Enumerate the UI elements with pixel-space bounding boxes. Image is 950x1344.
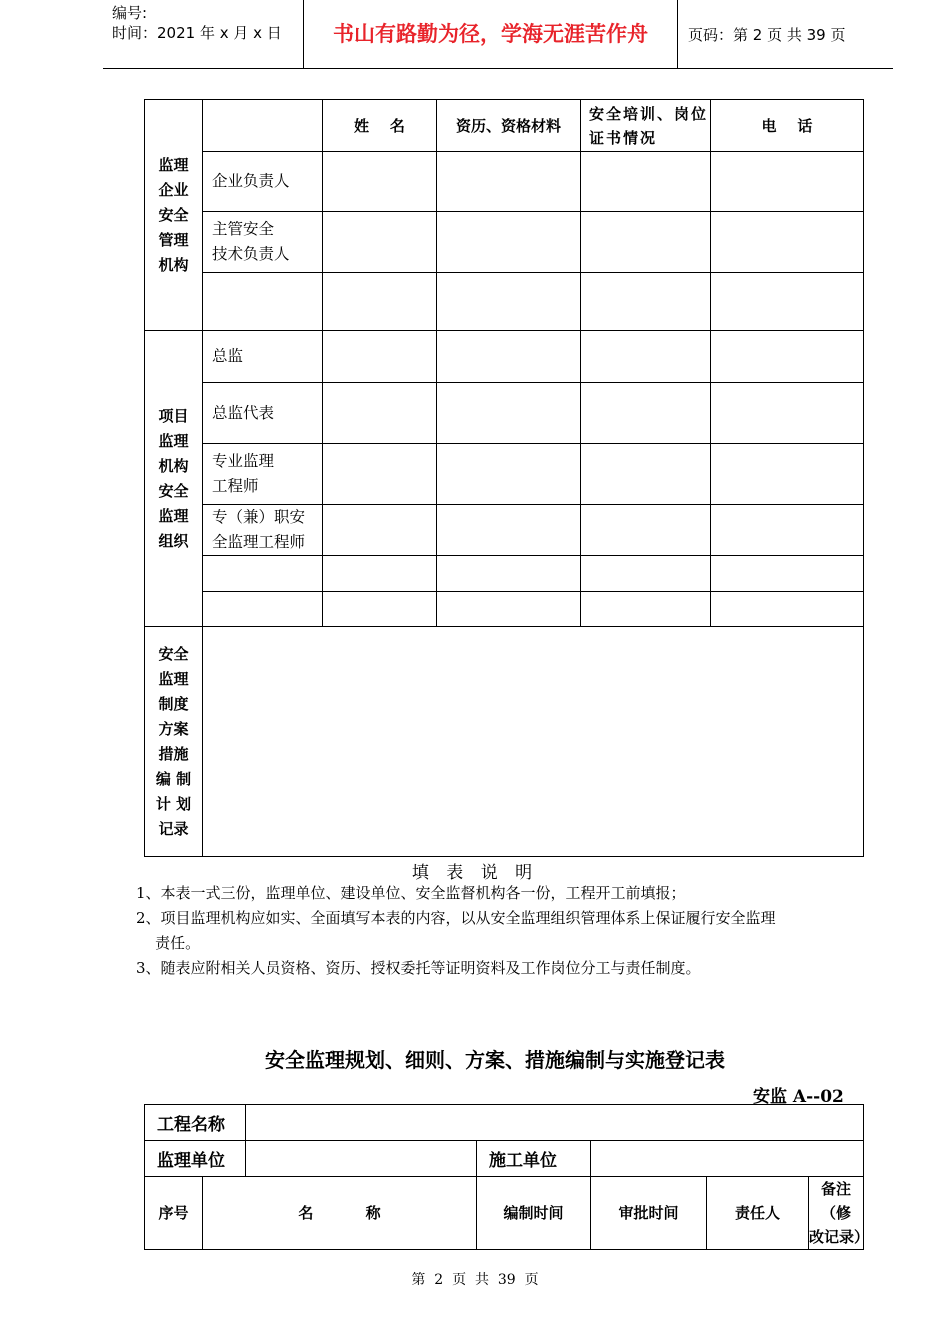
input-cell[interactable]: [581, 444, 711, 505]
input-cell[interactable]: [437, 505, 581, 556]
input-cell[interactable]: [711, 331, 864, 383]
header-name: 姓 名: [323, 100, 437, 152]
instruction-item: 3、随表应附相关人员资格、资历、授权委托等证明资料及工作岗位分工与责任制度。: [136, 959, 701, 977]
header-page-info: 页码：第 2 页 共 39 页: [688, 26, 846, 44]
input-cell[interactable]: [711, 212, 864, 273]
page-footer: 第 2 页 共 39 页: [411, 1272, 539, 1288]
group-title-project: 项目 监理 机构 安全 监理 组织: [145, 331, 203, 627]
row-label: 专（兼）职安 全监理工程师: [203, 505, 323, 556]
input-cell[interactable]: [323, 556, 437, 592]
header-divider: [677, 0, 678, 68]
input-cell[interactable]: [711, 152, 864, 212]
instructions-title: 填 表 说 明: [411, 863, 539, 883]
contractor-field[interactable]: [591, 1141, 864, 1177]
instruction-item: 责任。: [136, 934, 201, 952]
register-table: [144, 1104, 870, 1250]
input-cell[interactable]: [581, 592, 711, 627]
input-cell[interactable]: [581, 556, 711, 592]
input-cell[interactable]: [581, 505, 711, 556]
row-label: 总监: [203, 331, 323, 383]
input-cell[interactable]: [437, 556, 581, 592]
row-label: 专业监理 工程师: [203, 444, 323, 505]
input-cell[interactable]: [437, 273, 581, 331]
input-cell[interactable]: [323, 592, 437, 627]
header-training: 安全培训、岗位证书情况: [581, 100, 711, 152]
project-name-field[interactable]: [246, 1105, 864, 1141]
supervisor-field[interactable]: [246, 1141, 477, 1177]
input-cell[interactable]: [437, 444, 581, 505]
input-cell[interactable]: [581, 331, 711, 383]
input-cell[interactable]: [437, 383, 581, 444]
instruction-item: 1、本表一式三份，监理单位、建设单位、安全监督机构各一份，工程开工前填报；: [136, 884, 686, 902]
row-label-blank[interactable]: [203, 556, 323, 592]
header-cell-blank: [203, 100, 323, 152]
plan-record-field[interactable]: [203, 627, 864, 857]
input-cell[interactable]: [323, 383, 437, 444]
input-cell[interactable]: [711, 273, 864, 331]
input-cell[interactable]: [711, 383, 864, 444]
input-cell[interactable]: [323, 273, 437, 331]
input-cell[interactable]: [711, 556, 864, 592]
input-cell[interactable]: [323, 212, 437, 273]
register-title: 安全监理规划、细则、方案、措施编制与实施登记表: [265, 1048, 725, 1072]
instruction-item: 2、项目监理机构应如实、全面填写本表的内容，以从安全监理组织管理体系上保证履行安全监理: [136, 909, 776, 927]
supervisor-label: 监理单位: [145, 1141, 246, 1177]
input-cell[interactable]: [581, 273, 711, 331]
input-cell[interactable]: [711, 444, 864, 505]
col-remarks: 备注（修 改记录）: [809, 1177, 864, 1250]
project-name-label: 工程名称: [145, 1105, 246, 1141]
time-label: 时间：2021 年 x 月 x 日: [112, 24, 282, 42]
input-cell[interactable]: [437, 152, 581, 212]
input-cell[interactable]: [581, 383, 711, 444]
input-cell[interactable]: [323, 505, 437, 556]
number-label: 编号:: [112, 4, 148, 22]
group-title-plan: 安全 监理 制度 方案 措施 编 制 计 划 记录: [145, 627, 203, 857]
row-label: 企业负责人: [203, 152, 323, 212]
input-cell[interactable]: [711, 592, 864, 627]
col-approved-time: 审批时间: [591, 1177, 707, 1250]
row-label-blank[interactable]: [203, 273, 323, 331]
org-table: [144, 99, 864, 857]
input-cell[interactable]: [437, 592, 581, 627]
row-label: 主管安全 技术负责人: [203, 212, 323, 273]
input-cell[interactable]: [711, 505, 864, 556]
col-responsible: 责任人: [707, 1177, 809, 1250]
input-cell[interactable]: [323, 152, 437, 212]
group-title-company: 监理 企业 安全 管理 机构: [145, 100, 203, 331]
col-name: 名 称: [203, 1177, 477, 1250]
header-qualification: 资历、资格材料: [437, 100, 581, 152]
header-phone: 电 话: [711, 100, 864, 152]
row-label: 总监代表: [203, 383, 323, 444]
col-prepared-time: 编制时间: [477, 1177, 591, 1250]
input-cell[interactable]: [437, 212, 581, 273]
input-cell[interactable]: [581, 152, 711, 212]
col-index: 序号: [145, 1177, 203, 1250]
input-cell[interactable]: [323, 331, 437, 383]
input-cell[interactable]: [581, 212, 711, 273]
register-code: 安监 A--02: [753, 1087, 844, 1107]
input-cell[interactable]: [323, 444, 437, 505]
input-cell[interactable]: [437, 331, 581, 383]
header-motto: 书山有路勤为径，学海无涯苦作舟: [333, 22, 648, 46]
contractor-label: 施工单位: [477, 1141, 591, 1177]
row-label-blank[interactable]: [203, 592, 323, 627]
header-meta: [112, 3, 282, 43]
